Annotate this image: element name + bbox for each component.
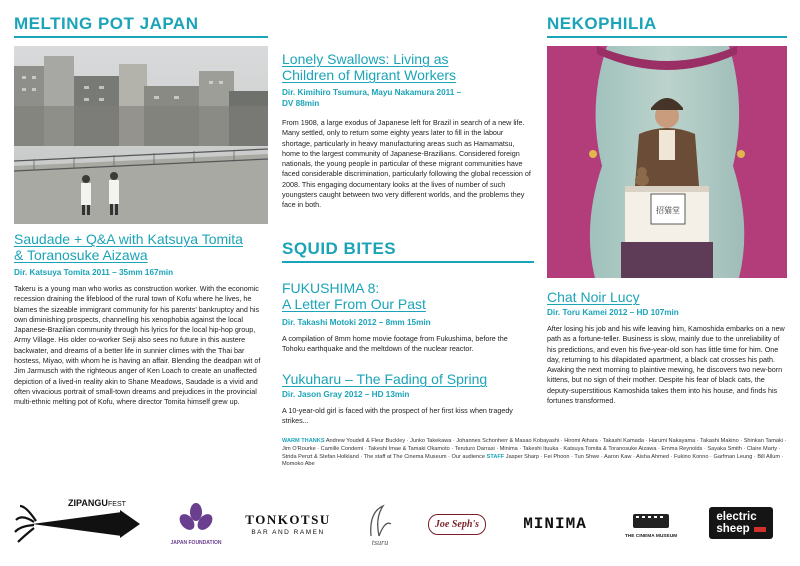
synopsis-fukushima: A compilation of 8mm home movie footage from Fukushima, before the Tohoku earthquake and the meltdown of the nuclear reactor. [282, 334, 508, 354]
section-rule [547, 36, 787, 38]
thanks-names: Andrew Youdell & Fleur Buckley · Junko Takekawa · Johannes Schonherr & Masao Kobayashi · Hiromi Aihara · Takashi Kamada · Harumi Nakayama · Takashi Makino · Shinkan Tamaki · Jim O'Rourke · Camille Condemi · Takeshi Imae & Tamaki Okamoto · Teruturo Darrasi · Minima · Takeshi Ituuka · Katsuya Tomita & Toranosuke Aizawa · Emma Reynolds · Sayaka Smith · Claire Marty · Strida Penzt & Stefan Holkland · The staff at The Cinema Museum · Our audience [282, 438, 787, 460]
staff-names: Jasper Sharp · Fei Phoon · Tun Shwe · Aaron Kaw · Aisha Ahmed · Fukino Konno · Garfman Leung · Bill Allum · Momoko Abe [282, 453, 784, 468]
synopsis-lonely-swallows: From 1908, a large exodus of Japanese left for Brazil in search of a new life. Many settled, only to return some eighty years later to fill in the labour shortage, particularly in heavy manufacturing areas such as Hamamatsu, home to the largest community of Japanese-Brazilians. Considered foreign nationals, the young people in particular of these migrant communities have faced considerable discrimination, particularly following the global recession of 2008. This engaging documentary looks at the lives of number of such youngsters caught between two very different worlds, and the problems they face in both. [282, 118, 531, 210]
credits-block [282, 438, 788, 469]
director-lonely-line1: Dir. Kimihiro Tsumura, Mayu Nakamura 2011 – [282, 88, 462, 97]
film-title-saudade-line1: Saudade + Q&A with Katsuya Tomita [14, 231, 243, 247]
synopsis-saudade: Takeru is a young man who works as construction worker. With the economic recession draining the lifeblood of the rural town of Kofu where he lives, he blames the sizeable immigrant community for his parents' bankruptcy and his own diminishing prospects, channelling his xenophobia against the local Japanese-Brazilian community through his lyrics for the local hip-hop group, Army Village. His older co-worker Seiji also sees no future in this austere backwater, and dreams of a better life in sunnier climes with the Thai bar hostess, Miyao, with whom he is having an affair. Blending the deadpan wit of Jim Jarmusch with the righteous anger of Ken Loach to create an unaffected depiction of a lived-in reality akin to Shane Meadows, Saudade is a vivid and often vivacious portrait of small-town dreams and prejudices in the provincial multi-ethnic melting pot of Kofu, where director Tomita himself grew up. [14, 284, 261, 407]
squid-icon [12, 492, 152, 556]
electric-text: electric [716, 511, 757, 523]
photo-saudade-image [14, 46, 268, 224]
film-title-lonely-line2: Children of Migrant Workers [282, 67, 457, 83]
photo-chat-noir-lucy [547, 46, 787, 278]
crane-icon [365, 502, 395, 538]
director-lonely-line2: DV 88min [282, 99, 320, 108]
section-title-squid-bites: SQUID BITES [282, 239, 397, 258]
electric-sheep-badge [709, 507, 772, 539]
joe-sephs-text: Joe Seph's [428, 514, 486, 535]
film-title-lonely-swallows [282, 51, 532, 83]
tonkotsu-text: TONKOTSU [245, 512, 331, 527]
staff-label: STAFF [486, 453, 505, 460]
film-reel-icon [631, 510, 671, 532]
sheep-text: sheep [716, 523, 750, 535]
fest-text: FEST [108, 501, 126, 508]
logo-tsuru [352, 494, 408, 554]
section-rule [282, 261, 534, 263]
section-title-nekophilia: NEKOPHILIA [547, 14, 657, 33]
logo-minima [510, 506, 600, 542]
film-title-fukushima [282, 280, 532, 312]
logo-joe-sephs [424, 504, 490, 544]
photo-saudade [14, 46, 268, 224]
logo-electric-sheep [700, 500, 782, 546]
photo-chat-noir-image [547, 46, 787, 278]
zipangu-text: ZIPANGU [68, 498, 108, 508]
cinema-museum-text: THE CINEMA MUSEUM [624, 533, 678, 539]
film-title-yukuharu: Yukuharu – The Fading of Spring [282, 371, 488, 387]
film-title-lonely-line1: Lonely Swallows: Living as [282, 51, 449, 67]
director-lonely-swallows [282, 87, 461, 109]
section-title-melting-pot: MELTING POT JAPAN [14, 14, 199, 33]
logo-cinema-museum [620, 502, 682, 546]
minima-text: MINIMA [523, 515, 587, 533]
section-rule [14, 36, 268, 38]
synopsis-chat-noir: After losing his job and his wife leaving him, Kamoshida embarks on a new path as a fortune-teller. Business is slow, mainly due to the unreliability of his predictions, and even his five-year-old son has little time for him. One day, returning to his dilapidated apartment, a black cat crosses his path. Awaking the next morning to plaintive mewing, he discovers two new-born kittens, but no sign of their mother. Despite his fear of black cats, the deputy-superstitious Kamoshida takes them into his house, and finds his fortunes transformed. [547, 324, 785, 406]
logo-tonkotsu [240, 506, 336, 542]
film-title-chat-noir: Chat Noir Lucy [547, 289, 640, 305]
red-bar-icon [754, 527, 766, 532]
tsuru-text: tsuru [371, 537, 389, 547]
logo-zipangu-fest [12, 492, 152, 556]
foundation-flower-icon [179, 502, 213, 538]
director-fukushima: Dir. Takashi Motoki 2012 – 8mm 15min [282, 318, 431, 327]
bar-and-ramen-text: BAR AND RAMEN [251, 529, 325, 536]
logo-japan-foundation [166, 492, 226, 556]
synopsis-yukuharu: A 10-year-old girl is faced with the prospect of her first kiss when tragedy strikes... [282, 406, 513, 426]
film-title-saudade [14, 231, 284, 263]
sponsor-logo-strip [0, 486, 800, 566]
director-chat-noir: Dir. Toru Kamei 2012 – HD 107min [547, 308, 679, 317]
japan-foundation-text: JAPAN FOUNDATION [170, 540, 222, 546]
film-title-fukushima-line1: FUKUSHIMA 8: [282, 280, 380, 296]
director-yukuharu: Dir. Jason Gray 2012 – HD 13min [282, 390, 410, 399]
director-saudade: Dir. Katsuya Tomita 2011 – 35mm 167min [14, 268, 174, 277]
film-title-saudade-line2: & Toranosuke Aizawa [14, 247, 148, 263]
sign-text: 招猫堂 [656, 206, 680, 215]
film-title-fukushima-line2: A Letter From Our Past [282, 296, 426, 312]
thanks-label: WARM THANKS [282, 438, 325, 444]
